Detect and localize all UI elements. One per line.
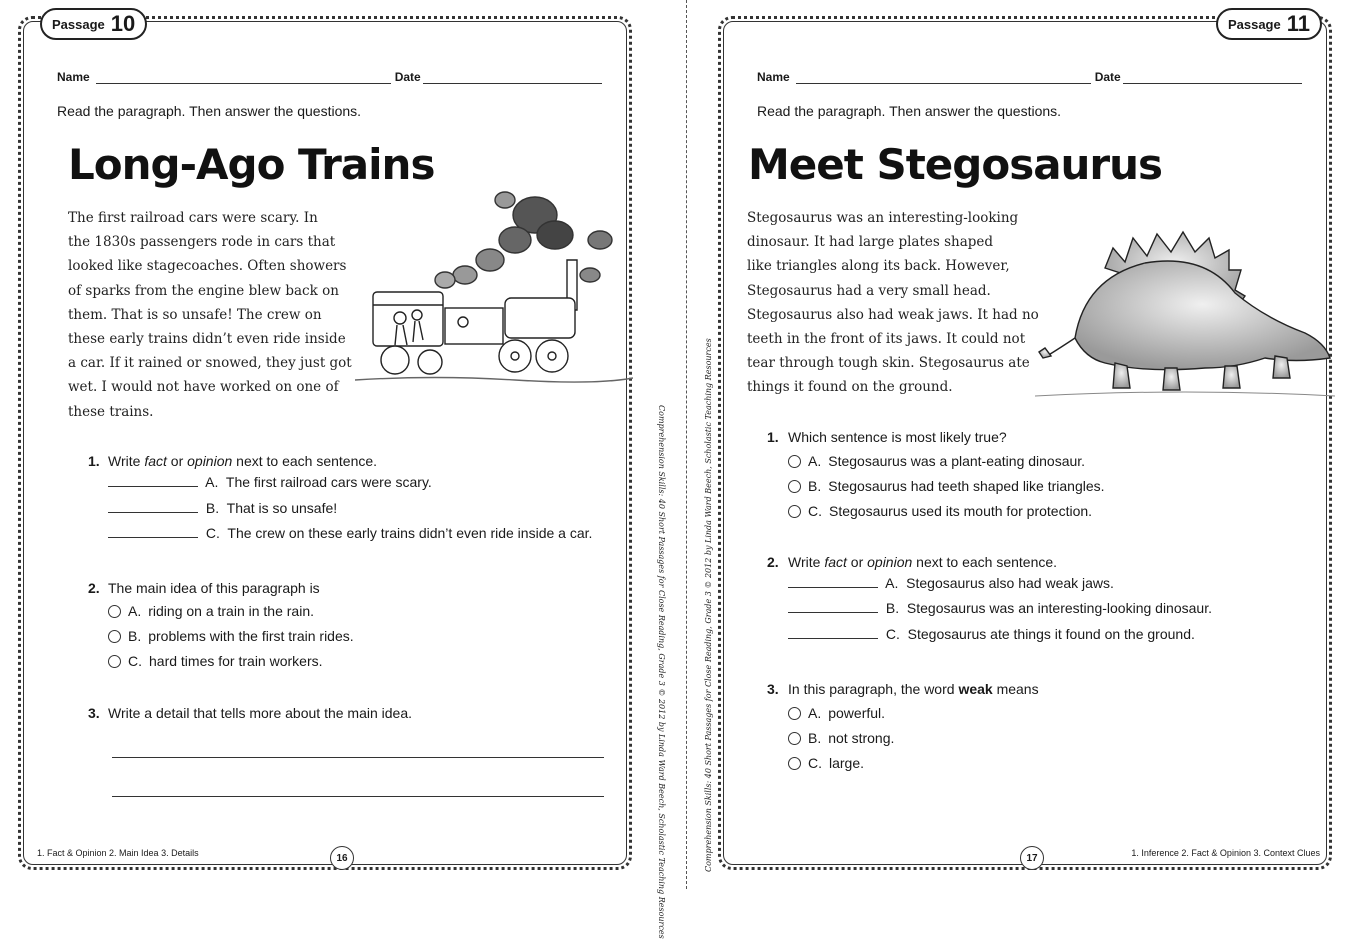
paragraph-line: these early trains didn’t even ride inside bbox=[68, 331, 346, 348]
paragraph-line: Stegosaurus also had weak jaws. It had no bbox=[747, 306, 1039, 323]
answer-option[interactable] bbox=[108, 653, 323, 669]
radio-circle[interactable] bbox=[788, 707, 801, 720]
name-date-row bbox=[57, 70, 602, 84]
option-text: large. bbox=[829, 755, 865, 771]
prompt-keyword: weak bbox=[958, 681, 993, 697]
item-letter: B. bbox=[885, 600, 900, 616]
question-number: 3. bbox=[88, 705, 100, 721]
paragraph-line: Stegosaurus was an interesting-looking bbox=[747, 210, 1019, 226]
answer-blank[interactable] bbox=[108, 525, 198, 538]
answer-option[interactable] bbox=[788, 478, 1105, 494]
item-text: That is so unsafe! bbox=[226, 500, 338, 516]
radio-circle[interactable] bbox=[788, 505, 801, 518]
question-prompt bbox=[788, 681, 1039, 697]
radio-circle[interactable] bbox=[788, 480, 801, 493]
reading-paragraph bbox=[68, 206, 352, 424]
answer-option[interactable] bbox=[788, 730, 894, 746]
option-letter: B. bbox=[808, 730, 822, 746]
passage-label: Passage bbox=[52, 16, 105, 32]
item-text: The crew on these early trains didn’t even ride inside a car. bbox=[227, 525, 593, 541]
option-text: hard times for train workers. bbox=[149, 653, 323, 669]
instructions: Read the paragraph. Then answer the questions. bbox=[57, 103, 362, 119]
answer-option[interactable] bbox=[788, 755, 864, 771]
passage-number: 10 bbox=[110, 11, 136, 36]
question-prompt bbox=[788, 554, 1057, 570]
prompt-text: or bbox=[166, 453, 188, 469]
item-letter: C. bbox=[205, 525, 220, 541]
radio-circle[interactable] bbox=[108, 605, 121, 618]
paragraph-line: tear through tough skin. Stegosaurus ate bbox=[747, 355, 1030, 372]
question-number: 2. bbox=[88, 580, 100, 596]
page-number: 16 bbox=[330, 846, 354, 870]
page-spine bbox=[686, 0, 687, 889]
writing-line[interactable] bbox=[112, 757, 604, 758]
name-date-row bbox=[757, 70, 1302, 84]
paragraph-line: of sparks from the engine blew back on bbox=[68, 282, 339, 299]
answer-blank[interactable] bbox=[788, 600, 878, 613]
option-text: riding on a train in the rain. bbox=[148, 603, 314, 619]
answer-option[interactable] bbox=[788, 453, 1085, 469]
radio-circle[interactable] bbox=[788, 732, 801, 745]
paragraph-line: the 1830s passengers rode in cars that bbox=[68, 234, 336, 251]
prompt-text: next to each sentence. bbox=[912, 554, 1058, 570]
prompt-text: In this paragraph, the word bbox=[788, 681, 959, 697]
passage-badge bbox=[40, 8, 147, 40]
paragraph-line: these trains. bbox=[68, 403, 154, 420]
writing-line[interactable] bbox=[112, 796, 604, 797]
answer-blank[interactable] bbox=[108, 500, 198, 513]
option-text: Stegosaurus was a plant-eating dinosaur. bbox=[828, 453, 1086, 469]
paragraph-line: looked like stagecoaches. Often showers bbox=[68, 258, 347, 275]
prompt-fact: fact bbox=[144, 453, 167, 469]
fact-opinion-item bbox=[108, 474, 432, 490]
question-number: 1. bbox=[88, 453, 100, 469]
prompt-text: or bbox=[846, 554, 868, 570]
prompt-text: Write bbox=[788, 554, 825, 570]
item-text: Stegosaurus also had weak jaws. bbox=[906, 575, 1114, 591]
question-prompt: Write a detail that tells more about the main idea. bbox=[108, 705, 413, 721]
item-letter: C. bbox=[885, 626, 900, 642]
copyright-credit: Comprehension Skills: 40 Short Passages for Close Reading, Grade 3 © 2012 by Linda Ward Beech, Scholastic Teaching Resources bbox=[704, 338, 713, 872]
option-text: problems with the first train rides. bbox=[148, 628, 354, 644]
prompt-fact: fact bbox=[824, 554, 847, 570]
paragraph-line: things it found on the ground. bbox=[747, 379, 953, 396]
paragraph-line: dinosaur. It had large plates shaped bbox=[747, 234, 994, 251]
prompt-text: Write bbox=[108, 453, 145, 469]
option-letter: B. bbox=[128, 628, 142, 644]
date-label: Date bbox=[1094, 70, 1121, 84]
name-field[interactable] bbox=[796, 71, 1091, 84]
fact-opinion-item bbox=[108, 500, 337, 516]
question-number: 1. bbox=[767, 429, 779, 445]
option-letter: A. bbox=[128, 603, 142, 619]
page-title: Long-Ago Trains bbox=[68, 140, 435, 189]
option-text: powerful. bbox=[828, 705, 886, 721]
paragraph-line: teeth in the front of its jaws. It could not bbox=[747, 331, 1026, 348]
option-text: Stegosaurus used its mouth for protection. bbox=[829, 503, 1093, 519]
prompt-text: next to each sentence. bbox=[232, 453, 378, 469]
item-letter: B. bbox=[205, 500, 220, 516]
date-field[interactable] bbox=[1123, 71, 1302, 84]
copyright-credit: Comprehension Skills: 40 Short Passages for Close Reading, Grade 3 © 2012 by Linda Ward Beech, Scholastic Teaching Resources bbox=[657, 405, 666, 939]
instructions: Read the paragraph. Then answer the questions. bbox=[757, 103, 1062, 119]
option-letter: C. bbox=[128, 653, 142, 669]
answer-option[interactable] bbox=[108, 603, 314, 619]
option-text: Stegosaurus had teeth shaped like triangles. bbox=[828, 478, 1105, 494]
name-field[interactable] bbox=[96, 71, 391, 84]
paragraph-line: them. That is so unsafe! The crew on bbox=[68, 306, 322, 323]
paragraph-line: Stegosaurus had a very small head. bbox=[747, 282, 991, 299]
option-letter: A. bbox=[808, 705, 822, 721]
radio-circle[interactable] bbox=[788, 757, 801, 770]
paragraph-line: wet. I would not have worked on one of bbox=[68, 379, 339, 396]
date-field[interactable] bbox=[423, 71, 602, 84]
passage-badge bbox=[1216, 8, 1322, 40]
prompt-text: means bbox=[992, 681, 1039, 697]
fact-opinion-item bbox=[788, 600, 1212, 616]
answer-option[interactable] bbox=[788, 705, 885, 721]
radio-circle[interactable] bbox=[108, 655, 121, 668]
fact-opinion-item bbox=[788, 575, 1114, 591]
page-number: 17 bbox=[1020, 846, 1044, 870]
smoke-cloud bbox=[435, 192, 612, 288]
stegosaurus-illustration bbox=[1035, 218, 1335, 408]
answer-blank[interactable] bbox=[108, 474, 198, 487]
answer-blank[interactable] bbox=[788, 575, 878, 588]
question-prompt: The main idea of this paragraph is bbox=[108, 580, 320, 596]
question-number: 3. bbox=[767, 681, 779, 697]
option-letter: A. bbox=[808, 453, 822, 469]
item-text: The first railroad cars were scary. bbox=[225, 474, 432, 490]
skills-footer: 1. Inference 2. Fact & Opinion 3. Context Clues bbox=[1131, 848, 1320, 858]
item-letter: A. bbox=[205, 474, 219, 490]
reading-paragraph bbox=[747, 206, 1039, 400]
paragraph-line: The first railroad cars were scary. In bbox=[68, 210, 318, 226]
passage-label: Passage bbox=[1227, 16, 1281, 32]
name-label: Name bbox=[57, 70, 90, 84]
question-prompt bbox=[108, 453, 377, 469]
answer-blank[interactable] bbox=[788, 626, 878, 639]
date-label: Date bbox=[394, 70, 421, 84]
prompt-opinion: opinion bbox=[867, 554, 913, 570]
right-page bbox=[710, 8, 1340, 878]
passage-number: 11 bbox=[1286, 11, 1310, 36]
question-prompt: Which sentence is most likely true? bbox=[788, 429, 1007, 445]
left-page bbox=[10, 8, 640, 878]
option-text: not strong. bbox=[828, 730, 895, 746]
skills-footer: 1. Fact & Opinion 2. Main Idea 3. Details bbox=[37, 848, 199, 858]
item-text: Stegosaurus was an interesting-looking dinosaur. bbox=[906, 600, 1212, 616]
option-letter: B. bbox=[808, 478, 822, 494]
answer-option[interactable] bbox=[108, 628, 354, 644]
prompt-opinion: opinion bbox=[187, 453, 233, 469]
fact-opinion-item bbox=[788, 626, 1195, 642]
radio-circle[interactable] bbox=[108, 630, 121, 643]
answer-option[interactable] bbox=[788, 503, 1092, 519]
page-title: Meet Stegosaurus bbox=[748, 140, 1163, 189]
item-letter: A. bbox=[885, 575, 899, 591]
name-label: Name bbox=[757, 70, 790, 84]
option-letter: C. bbox=[808, 755, 822, 771]
radio-circle[interactable] bbox=[788, 455, 801, 468]
paragraph-line: a car. If it rained or snowed, they just got bbox=[68, 355, 352, 372]
paragraph-line: like triangles along its back. However, bbox=[747, 258, 1010, 275]
option-letter: C. bbox=[808, 503, 822, 519]
question-number: 2. bbox=[767, 554, 779, 570]
item-text: Stegosaurus ate things it found on the ground. bbox=[907, 626, 1195, 642]
train-illustration bbox=[355, 180, 633, 390]
fact-opinion-item bbox=[108, 525, 592, 541]
